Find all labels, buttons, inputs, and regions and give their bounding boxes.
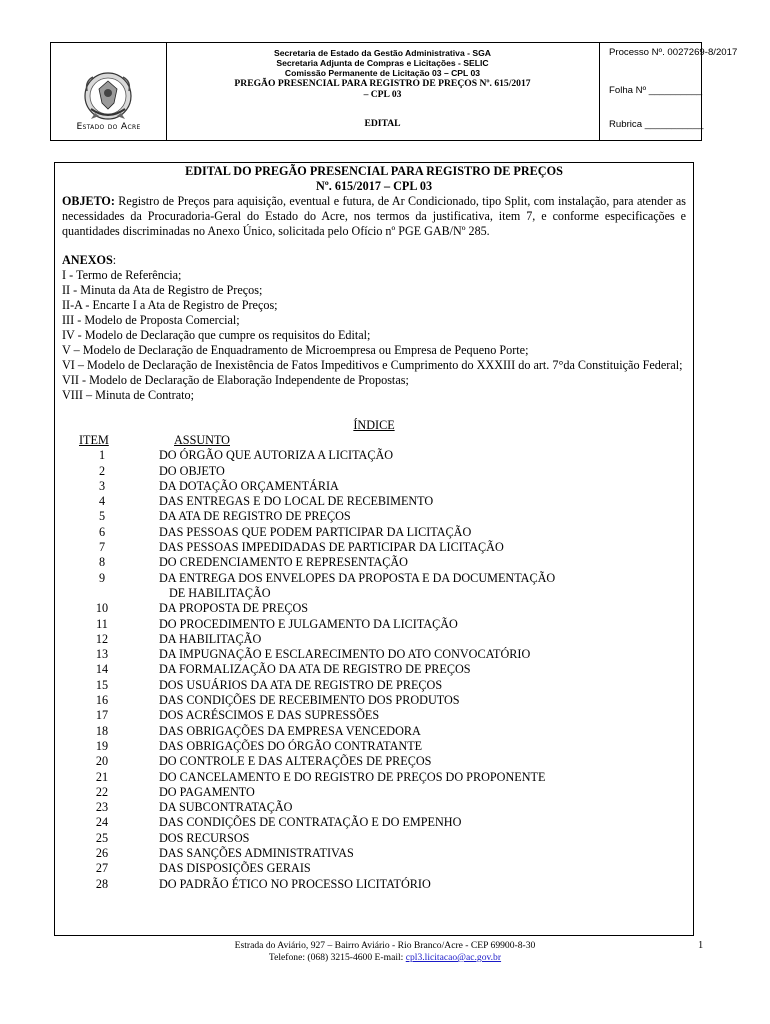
- org-line-cpl: Comissão Permanente de Licitação 03 – CPL 03: [284, 68, 481, 78]
- footer-phone: Telefone: (068) 3215-4600 E-mail:: [268, 952, 406, 963]
- indice-item-number: 16: [95, 693, 109, 708]
- indice-item-subject: DA DOTAÇÃO ORÇAMENTÁRIA: [159, 478, 339, 493]
- indice-row: [55, 647, 693, 662]
- page-number: 1: [698, 940, 704, 951]
- state-label: Estado do Acre: [76, 121, 141, 132]
- indice-item-number: 20: [95, 754, 109, 769]
- indice-row: [55, 846, 693, 861]
- anexo-item: I - Termo de Referência;: [62, 268, 182, 282]
- indice-item-subject-continuation: DE HABILITAÇÃO: [169, 585, 271, 600]
- footer-address: Estrada do Aviário, 927 – Bairro Aviário - Rio Branco/Acre - CEP 69900-8-30: [234, 940, 536, 951]
- indice-item-number: 27: [95, 861, 109, 876]
- indice-item-number: 6: [98, 524, 106, 539]
- indice-item-subject: DA SUBCONTRATAÇÃO: [159, 800, 293, 815]
- header-title-cell: [166, 43, 600, 140]
- indice-item-number: 21: [95, 769, 109, 784]
- indice-row: [55, 555, 693, 570]
- indice-item-number: 18: [95, 723, 109, 738]
- pregao-line-2: – CPL 03: [363, 89, 402, 100]
- objeto-paragraph: [55, 194, 693, 239]
- indice-item-number: 12: [95, 631, 109, 646]
- indice-item-subject: DO CREDENCIAMENTO E REPRESENTAÇÃO: [159, 555, 408, 570]
- objeto-label: OBJETO:: [62, 194, 115, 208]
- indice-item-number: 28: [95, 876, 109, 891]
- indice-row: [55, 678, 693, 693]
- edital-title-line-2: Nº. 615/2017 – CPL 03: [315, 179, 433, 193]
- indice-row: [55, 739, 693, 754]
- indice-row: [55, 861, 693, 876]
- edital-title-line-1: EDITAL DO PREGÃO PRESENCIAL PARA REGISTRO DE PREÇOS: [185, 164, 563, 178]
- indice-item-number: 5: [98, 509, 106, 524]
- pregao-line-1: PREGÃO PRESENCIAL PARA REGISTRO DE PREÇOS Nº. 615/2017: [234, 78, 531, 89]
- indice-row: [55, 662, 693, 677]
- indice-item-subject: DOS USUÁRIOS DA ATA DE REGISTRO DE PREÇOS: [159, 677, 443, 692]
- indice-row-continuation: [55, 586, 693, 601]
- indice-row: [55, 525, 693, 540]
- anexos-label: ANEXOS: [62, 253, 113, 267]
- indice-item-subject: DO CANCELAMENTO E DO REGISTRO DE PREÇOS DO PROPONENTE: [159, 769, 546, 784]
- indice-row: [55, 509, 693, 524]
- indice-item-number: 8: [98, 555, 106, 570]
- indice-item-subject: DA HABILITAÇÃO: [159, 631, 262, 646]
- indice-row: [55, 448, 693, 463]
- header-table: [50, 42, 738, 141]
- indice-item-subject: DA ENTREGA DOS ENVELOPES DA PROPOSTA E DA DOCUMENTAÇÃO: [159, 570, 556, 585]
- indice-item-number: 4: [98, 494, 106, 509]
- indice-list: [55, 448, 693, 892]
- indice-header-row: [55, 433, 693, 448]
- indice-item-subject: DAS DISPOSIÇÕES GERAIS: [159, 861, 311, 876]
- indice-row: [55, 831, 693, 846]
- anexo-item: II - Minuta da Ata de Registro de Preços;: [62, 283, 263, 297]
- indice-item-number: 10: [95, 601, 109, 616]
- indice-item-subject: DOS RECURSOS: [159, 830, 250, 845]
- indice-item-subject: DOS ACRÉSCIMOS E DAS SUPRESSÕES: [159, 708, 380, 723]
- indice-col-assunto: ASSUNTO: [174, 433, 230, 447]
- indice-item-number: 3: [98, 478, 106, 493]
- indice-item-subject: DA FORMALIZAÇÃO DA ATA DE REGISTRO DE PREÇOS: [159, 662, 471, 677]
- indice-row: [55, 693, 693, 708]
- objeto-text: Registro de Preços para aquisição, eventual e futura, de Ar Condicionado, tipo Split, com instalação, para atender as necessidades da Procuradoria-Geral do Estado do Acre, nos termos da justificativa, item 7, e conforme especificações e quantidades discriminadas no Anexo Único, solicitada pelo Ofício nº PGE GAB/Nº 285.: [62, 194, 686, 238]
- indice-item-subject: DO ÓRGÃO QUE AUTORIZA A LICITAÇÃO: [159, 448, 394, 463]
- indice-row: [55, 464, 693, 479]
- anexo-item: VIII – Minuta de Contrato;: [62, 388, 195, 402]
- anexo-item: VII - Modelo de Declaração de Elaboração Independente de Propostas;: [62, 373, 409, 387]
- indice-item-subject: DAS OBRIGAÇÕES DA EMPRESA VENCEDORA: [159, 723, 421, 738]
- indice-item-subject: DO PROCEDIMENTO E JULGAMENTO DA LICITAÇÃO: [159, 616, 458, 631]
- indice-item-subject: DO PAGAMENTO: [159, 784, 255, 799]
- indice-item-number: 25: [95, 830, 109, 845]
- rubrica-field: Rubrica ___________: [609, 119, 704, 130]
- indice-item-number: 13: [95, 647, 109, 662]
- indice-item-number: 19: [95, 738, 109, 753]
- footer: [0, 940, 770, 964]
- indice-item-number: 24: [95, 815, 109, 830]
- indice-row: [55, 754, 693, 769]
- processo-number: Processo Nº. 0027269-8/2017: [609, 47, 738, 58]
- indice-item-subject: DA ATA DE REGISTRO DE PREÇOS: [159, 509, 351, 524]
- anexo-item: IV - Modelo de Declaração que cumpre os requisitos do Edital;: [62, 328, 371, 342]
- indice-row: [55, 571, 693, 586]
- anexo-item: VI – Modelo de Declaração de Inexistência de Fatos Impeditivos e Cumprimento do XXXIII do art. 7°da Constituição Federal;: [62, 358, 683, 372]
- footer-contact: [0, 952, 770, 964]
- indice-row: [55, 877, 693, 892]
- indice-item-number: 1: [98, 448, 106, 463]
- indice-item-subject: DO CONTROLE E DAS ALTERAÇÕES DE PREÇOS: [159, 754, 432, 769]
- indice-row: [55, 632, 693, 647]
- indice-item-subject: DO PADRÃO ÉTICO NO PROCESSO LICITATÓRIO: [159, 876, 431, 891]
- indice-item-number: 14: [95, 662, 109, 677]
- indice-item-number: 23: [95, 800, 109, 815]
- indice-item-number: 9: [98, 570, 106, 585]
- indice-item-number: 15: [95, 677, 109, 692]
- anexo-item: II-A - Encarte I a Ata de Registro de Preços;: [62, 298, 278, 312]
- org-line-sga: Secretaria de Estado da Gestão Administrativa - SGA: [274, 48, 491, 58]
- indice-title: ÍNDICE: [353, 418, 395, 432]
- indice-row: [55, 617, 693, 632]
- indice-item-subject: DAS PESSOAS IMPEDIDADAS DE PARTICIPAR DA LICITAÇÃO: [159, 540, 504, 555]
- anexos-list: [55, 268, 693, 403]
- folha-field: Folha Nº __________: [609, 85, 703, 96]
- indice-item-subject: DA IMPUGNAÇÃO E ESCLARECIMENTO DO ATO CONVOCATÓRIO: [159, 647, 531, 662]
- indice-item-number: 17: [95, 708, 109, 723]
- indice-item-subject: DAS OBRIGAÇÕES DO ÓRGÃO CONTRATANTE: [159, 738, 423, 753]
- indice-item-number: 2: [98, 463, 106, 478]
- indice-item-number: 11: [96, 616, 108, 631]
- edital-content-box: [54, 162, 694, 936]
- indice-item-number: 26: [95, 846, 109, 861]
- indice-item-number: 22: [95, 784, 109, 799]
- indice-row: [55, 708, 693, 723]
- indice-item-subject: DO OBJETO: [159, 463, 225, 478]
- indice-row: [55, 601, 693, 616]
- indice-item-subject: DA PROPOSTA DE PREÇOS: [159, 601, 309, 616]
- indice-item-subject: DAS PESSOAS QUE PODEM PARTICIPAR DA LICITAÇÃO: [159, 524, 472, 539]
- anexo-item: III - Modelo de Proposta Comercial;: [62, 313, 240, 327]
- anexos-heading: ANEXOS:: [62, 253, 117, 267]
- header-logo-cell: [51, 43, 167, 140]
- indice-row: [55, 479, 693, 494]
- indice-row: [55, 540, 693, 555]
- indice-row: [55, 800, 693, 815]
- indice-item-subject: DAS ENTREGAS E DO LOCAL DE RECEBIMENTO: [159, 494, 434, 509]
- header-process-cell: [599, 43, 738, 140]
- anexo-item: V – Modelo de Declaração de Enquadramento de Microempresa ou Empresa de Pequeno Porte;: [62, 343, 529, 357]
- indice-row: [55, 494, 693, 509]
- footer-email-link[interactable]: cpl3.licitacao@ac.gov.br: [405, 952, 502, 963]
- indice-row: [55, 724, 693, 739]
- org-line-selic: Secretaria Adjunta de Compras e Licitações - SELIC: [276, 58, 489, 68]
- indice-col-item: ITEM: [79, 433, 109, 447]
- indice-row: [55, 815, 693, 830]
- indice-item-number: 7: [98, 540, 106, 555]
- indice-item-subject: DAS CONDIÇÕES DE CONTRATAÇÃO E DO EMPENHO: [159, 815, 462, 830]
- indice-row: [55, 785, 693, 800]
- indice-item-subject: DAS SANÇÕES ADMINISTRATIVAS: [159, 846, 354, 861]
- indice-row: [55, 770, 693, 785]
- doc-type: EDITAL: [364, 118, 401, 129]
- acre-coat-of-arms-icon: [81, 69, 135, 123]
- indice-item-subject: DAS CONDIÇÕES DE RECEBIMENTO DOS PRODUTOS: [159, 693, 460, 708]
